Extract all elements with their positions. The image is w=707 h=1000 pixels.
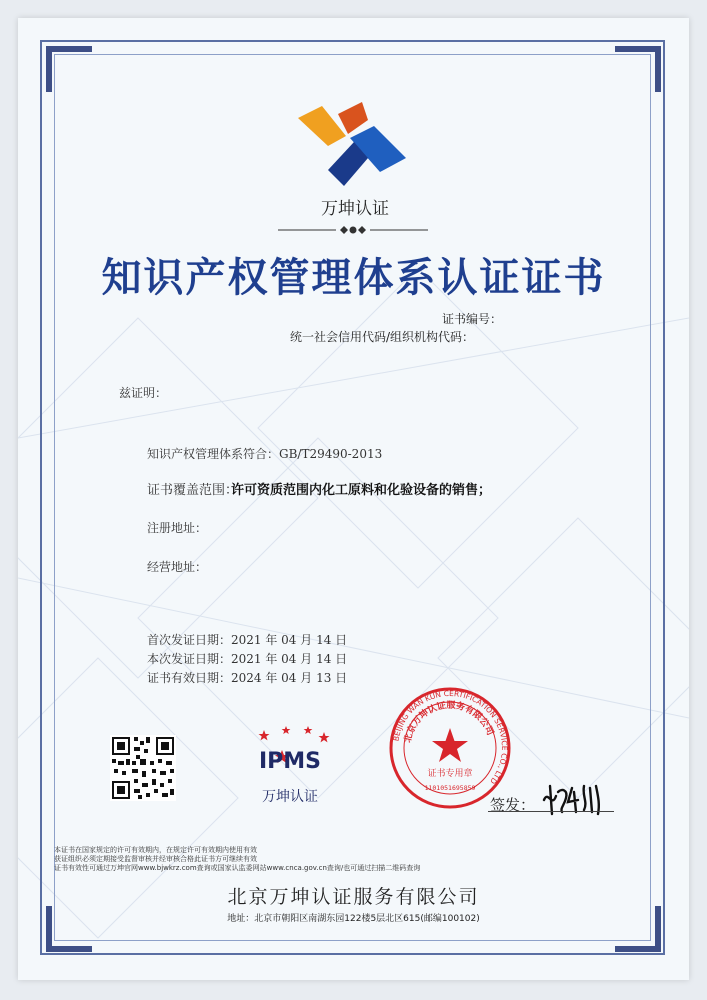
ipms-mark-icon — [244, 724, 336, 782]
title-divider — [278, 224, 428, 236]
company-seal-icon — [388, 686, 512, 810]
operating-address-label: 经营地址： — [147, 560, 208, 574]
wankun-logo-icon — [298, 100, 410, 190]
ipms-text: IPMS — [258, 749, 322, 774]
certificate-number-label: 证书编号： — [442, 312, 503, 326]
footnote-line: 证书有效性可通过万坤官网www.bjwkrz.com查询或国家认监委网站www.cnca.gov.cn查询/也可通过扫描二维码查询 — [54, 864, 421, 872]
seal-inner-text: 证书专用章 — [427, 769, 473, 779]
sign-label: 签发： — [490, 796, 536, 814]
logo-caption: 万坤认证 — [321, 199, 389, 219]
footnotes — [54, 846, 654, 873]
scope-value: 许可资质范围内化工原料和化验设备的销售； — [231, 483, 492, 498]
certificate-title: 知识产权管理体系认证证书 — [101, 255, 606, 301]
seal-chinese-text: 北京万坤认证服务有限公司 — [403, 700, 495, 744]
seal-number: 1101051695859 — [424, 784, 476, 792]
valid-until-date: 证书有效日期：2024 年 04 月 13 日 — [147, 671, 348, 685]
signature-line — [488, 811, 614, 812]
qr-code-icon — [110, 735, 176, 801]
seal-ring-text: BEIJING WAN KUN CERTIFICATION SERVICE CO., LTD — [391, 688, 510, 786]
footnote-line: 获证组织必须定期接受监督审核并经审核合格此证书方可继续有效 — [54, 855, 257, 863]
corner-ornament-top-right — [615, 46, 661, 92]
certificate-paper — [18, 18, 689, 980]
handwritten-signature — [538, 778, 610, 818]
footnote-line: 本证书在国家规定的许可有效期内，在规定许可有效期内使用有效 — [54, 846, 257, 854]
standard-line: 知识产权管理体系符合：GB/T29490-2013 — [147, 447, 383, 461]
company-address: 地址：北京市朝阳区南湖东园122楼5层北区615(邮编100102) — [227, 914, 480, 924]
scope-label: 证书覆盖范围： — [147, 483, 239, 498]
first-issue-date: 首次发证日期：2021 年 04 月 14 日 — [147, 633, 348, 647]
current-issue-date: 本次发证日期：2021 年 04 月 14 日 — [147, 652, 348, 666]
ipms-caption: 万坤认证 — [262, 789, 318, 805]
credit-code-label: 统一社会信用代码/组织机构代码： — [290, 330, 475, 344]
registered-address-label: 注册地址： — [147, 521, 208, 535]
issuing-company: 北京万坤认证服务有限公司 — [227, 886, 480, 908]
certify-label: 兹证明： — [119, 386, 168, 400]
corner-ornament-top-left — [46, 46, 92, 92]
